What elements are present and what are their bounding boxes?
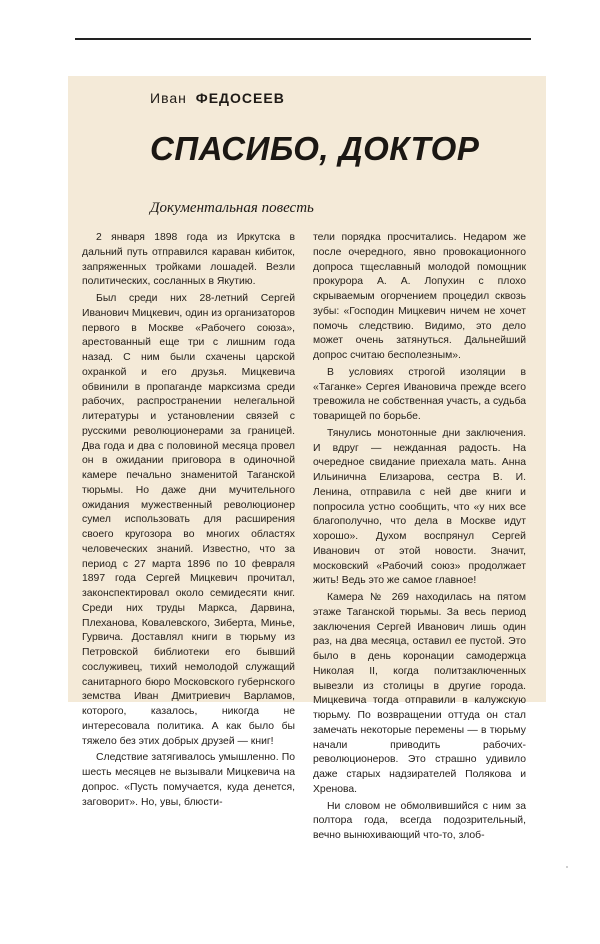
paragraph: 2 января 1898 года из Иркутска в дальний путь отправился караван кибиток, запряженных тройками лошадей. Везли политических, сосланных в Якутию. (82, 232, 295, 288)
text-column-right (313, 231, 526, 846)
author-surname: ФЕДОСЕЕВ (195, 90, 285, 106)
scan-speck (566, 866, 568, 868)
paragraph: Тянулись монотонные дни заключения. И вдруг — нежданная радость. На очередное свидание приехала мать. Анна Ильинична Елизарова, сестра В. И. Ленина, отправила с ней две книги и попросила устно сообщить, что «у них все благополучно, что дела в Москве идут хорошо». Духом воспрянул Сергей Иванович от этой новости. Значит, московский «Рабочий союз» продолжает жить! Ведь это же самое главное! (313, 427, 526, 587)
article-title: СПАСИБО, ДОКТОР (150, 130, 480, 167)
paragraph: В условиях строгой изоляции в «Таганке» Сергея Ивановича прежде всего тревожила не собственная участь, а судьба товарищей по борьбе. (313, 366, 526, 422)
paragraph: тели порядка просчитались. Недаром же после очередного, явно провокационного допроса тщеславный молодой помощник прокурора А. А. Лопухин с плохо скрываемым огорчением процедил сквозь зубы: «Господин Мицкевич ничем не хочет помочь следствию. Видимо, это дело может очень затянуться. Дальнейший допрос считаю бесполезным». (313, 232, 526, 361)
author-first-name: Иван (150, 90, 187, 106)
text-column-left (82, 231, 295, 812)
paragraph: Следствие затягивалось умышленно. По шесть месяцев не вызывали Мицкевича на допрос. «Пусть помучается, куда денется, заговорит». Но, увы, блюсти- (82, 752, 295, 808)
paragraph: Был среди них 28-летний Сергей Иванович Мицкевич, один из организаторов первого в Москве «Рабочего союза», арестованный еще три с лишним года назад. С ним были схачены царской охранкой и его друзья. Мицкевича обвинили в пропаганде марксизма среди рабочих, распространении нелегальной литературы и установлении связей с русскими революционерами за границей. Два года и два с половиной месяца провел он в ожидании приговора в одиночной камере печально знаменитой Таганской тюрьмы. Но даже дни мучительного ожидания мужественный революционер сумел использовать для расширения своего кругозора во многих областях человеческих знаний. Известно, что за период с 27 марта 1896 по 10 февраля 1897 года Сергей Мицкевич прочитал, законспектировал около семидесяти книг. Среди них труды Маркса, Дарвина, Плеханова, Ковалевского, Зиберта, Минье, Гурвича. Доставлял книги в тюрьму из Петровской библиотеки его бывший сослуживец, тихий немолодой служащий санитарного бюро Московского губернского земства Иван Дмитриевич Варламов, которого, казалось, никогда не интересовала политика. А как было бы тяжело без этих добрых друзей — книг! (82, 293, 295, 747)
paragraph: Ни словом не обмолвившийся с ним за полтора года, всегда подозрительный, вечно вынюхивающий что-то, злоб- (313, 800, 526, 841)
author-line (150, 90, 285, 106)
paragraph: Камера № 269 находилась на пятом этаже Таганской тюрьмы. За весь период заключения Сергей Иванович лишь один раз, на два месяца, оставил ее пустой. Это было в день коронации самодержца Николая II, когда политзаключенных вывезли из столицы в другие города. Мицкевича тогда отправили в калужскую тюрьму. По возвращении оттуда он стал замечать некоторые перемены — в тюрьму начали приводить рабочих-революционеров. Это страшно удивило даже старых надзирателей Полякова и Хренова. (313, 592, 526, 795)
article-subtitle: Документальная повесть (150, 200, 314, 216)
top-rule (75, 38, 531, 40)
